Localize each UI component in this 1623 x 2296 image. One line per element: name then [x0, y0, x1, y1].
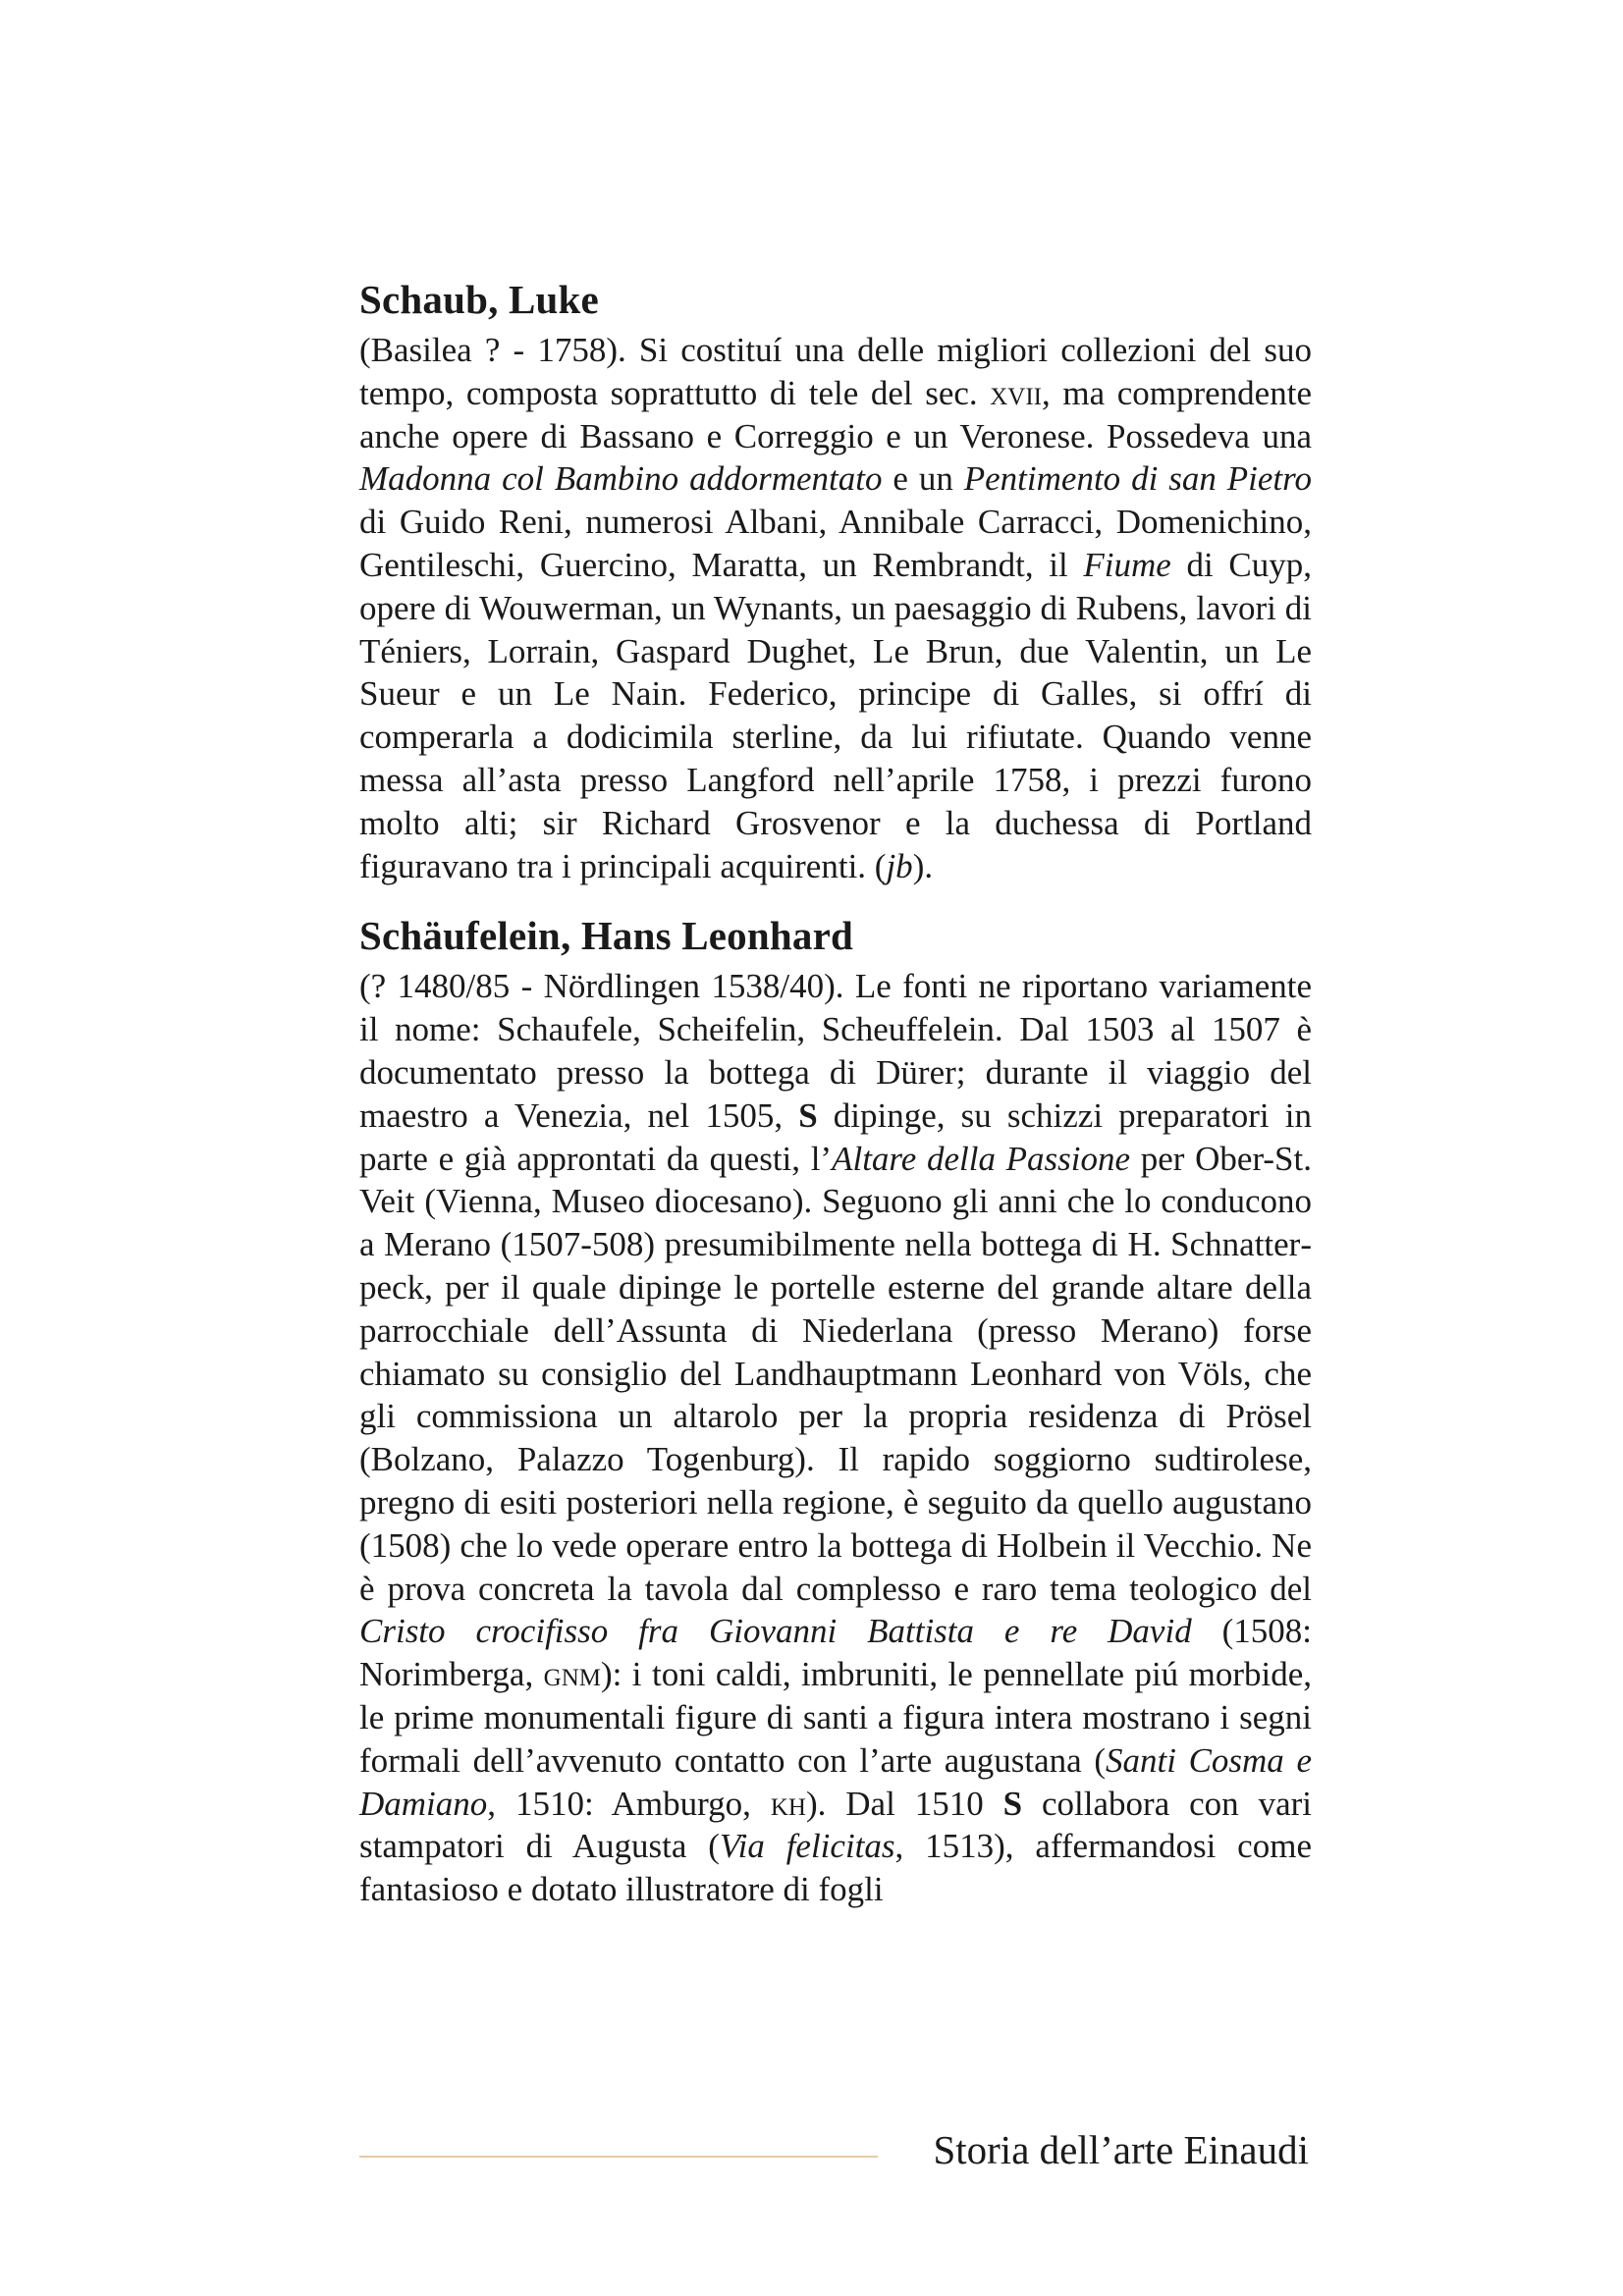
italic-run: Pentimento di san Pietro — [963, 459, 1312, 499]
text-run: ): i toni caldi, imbruniti, le pennellate piú morbide, le prime monumentali figure di santi a figura intera mostrano i segni formali dell’avvenuto contatto con l’arte augustana ( — [359, 1655, 1312, 1780]
italic-run: jb — [886, 846, 913, 885]
entry-body — [359, 965, 1312, 1911]
text-run: per Ober-St. Veit (Vienna, Museo diocesano). Seguono gli anni che lo conducono a Merano (1507-508) presumibilmente nella bottega di H. Schnatterpeck, per il quale dipinge le portelle esterne del grande altare della parrocchiale dell’Assunta di Niederlana (presso Merano) forse chiamato su consiglio del Landhauptmann Leonhard von Völs, che gli commissiona un altarolo per la propria residenza di Prösel (Bolzano, Palazzo Togenburg). Il rapido soggiorno sudtirolese, pregno di esiti posteriori nella regione, è seguito da quello augustano (1508) che lo vede operare entro la bottega di Holbein il Vecchio. Ne è prova concreta la tavola dal complesso e raro tema teologico del — [359, 1139, 1312, 1608]
italic-run: Madonna col Bambino addormentato — [359, 459, 883, 499]
text-run: , 1513), affermandosi come fantasioso e dotato illustratore di fogli — [359, 1827, 1312, 1909]
text-run: ). Dal 1510 — [805, 1784, 1003, 1823]
entry-schaufelein — [359, 909, 1312, 1911]
text-run: , ma comprendente anche opere di Bassano e Correggio e un Veronese. Possedeva una — [359, 373, 1312, 455]
italic-run: Via felicitas — [719, 1827, 895, 1866]
text-run: dipinge, su schizzi preparatori in parte e già approntati da questi, l’ — [359, 1095, 1312, 1178]
text-run: collabora con vari stampatori di Augusta ( — [359, 1784, 1313, 1866]
entry-title: Schäufelein, Hans Leonhard — [359, 913, 853, 959]
italic-run: Santi Cosma e Damiano — [359, 1740, 1312, 1823]
entry-title: Schaub, Luke — [359, 277, 599, 322]
small-caps-run: kh — [770, 1784, 806, 1823]
footer-rule — [359, 2156, 878, 2158]
text-column — [359, 273, 1312, 1933]
text-run: e un — [882, 459, 964, 499]
italic-run: Cristo crocifisso fra Giovanni Battista e re David — [359, 1612, 1192, 1651]
entry-schaub — [359, 273, 1312, 887]
text-run: , 1510: Amburgo, — [487, 1784, 771, 1823]
text-run: ). — [912, 846, 934, 885]
text-run: di Cuyp, opere di Wouwerman, un Wynants, un paesaggio di Rubens, lavori di Téniers, Lorrain, Gaspard Dughet, Le Brun, due Valentin, un Le Sueur e un Le Nain. Federico, principe di Galles, si offrí di comperarla a dodicimila sterline, da lui rifiutate. Quando venne messa all’asta presso Langford nell’aprile 1758, i prezzi furono molto alti; sir Richard Grosvenor e la duchessa di Portland figuravano tra i principali acquirenti. ( — [359, 545, 1312, 885]
text-run: (? 1480/85 - Nördlingen 1538/40). Le fonti ne riportano variamente il nome: Schaufele, Scheifelin, Scheuffelein. Dal 1503 al 1507 è documentato presso la bottega di Dürer; durante il viaggio del maestro a Venezia, nel 1505, — [359, 967, 1312, 1135]
entry-body — [359, 329, 1312, 887]
small-caps-run: xvii — [990, 373, 1043, 412]
bold-run: S — [1002, 1784, 1023, 1823]
text-run: di Guido Reni, numerosi Albani, Annibale Carracci, Domenichino, Gentileschi, Guercino, Maratta, un Rembrandt, il — [359, 503, 1312, 584]
footer-label: Storia dell’arte Einaudi — [933, 2127, 1309, 2172]
italic-run: Altare della Passione — [832, 1139, 1131, 1178]
bold-run: S — [798, 1095, 818, 1135]
text-run: (1508: Norimberga, — [359, 1612, 1313, 1694]
italic-run: Fiume — [1083, 545, 1171, 584]
text-run: (Basilea ? - 1758). Si costituí una delle migliori collezioni del suo tempo, composta soprattutto di tele del sec. — [359, 331, 1312, 412]
small-caps-run: gnm — [543, 1655, 601, 1694]
